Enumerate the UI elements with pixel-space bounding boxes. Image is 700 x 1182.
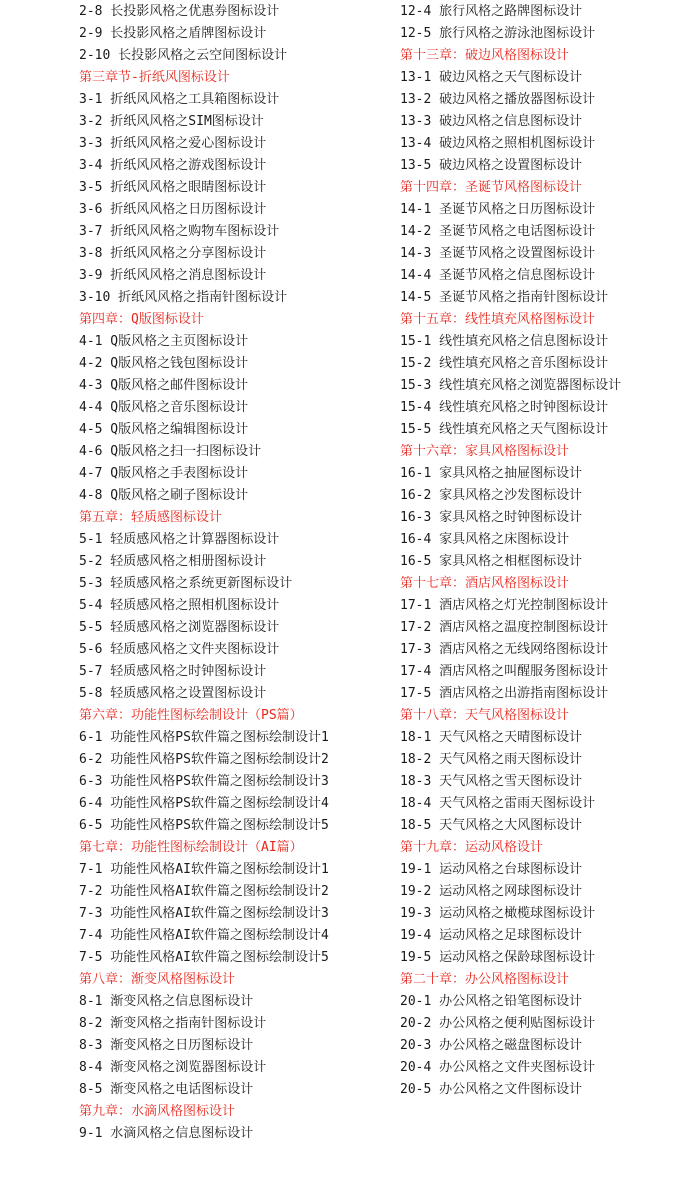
lesson-item: 3-10 折纸风风格之指南针图标设计 <box>79 290 288 305</box>
lesson-item: 18-4 天气风格之雷雨天图标设计 <box>400 796 596 811</box>
lesson-item: 13-1 破边风格之天气图标设计 <box>400 70 583 85</box>
lesson-item: 4-5 Q版风格之编辑图标设计 <box>79 422 249 437</box>
lesson-item: 7-1 功能性风格AI软件篇之图标绘制设计1 <box>79 862 329 877</box>
lesson-item: 14-4 圣诞节风格之信息图标设计 <box>400 268 596 283</box>
right-column <box>400 1 696 1101</box>
lesson-item: 7-3 功能性风格AI软件篇之图标绘制设计3 <box>79 906 329 921</box>
lesson-item: 20-1 办公风格之铅笔图标设计 <box>400 994 583 1009</box>
lesson-item: 14-5 圣诞节风格之指南针图标设计 <box>400 290 609 305</box>
lesson-item: 18-1 天气风格之天晴图标设计 <box>400 730 583 745</box>
lesson-item: 4-6 Q版风格之扫一扫图标设计 <box>79 444 262 459</box>
lesson-item: 18-3 天气风格之雪天图标设计 <box>400 774 583 789</box>
lesson-item: 12-4 旅行风格之路牌图标设计 <box>400 4 583 19</box>
lesson-item: 5-4 轻质感风格之照相机图标设计 <box>79 598 280 613</box>
lesson-item: 19-3 运动风格之橄榄球图标设计 <box>400 906 596 921</box>
lesson-item: 19-2 运动风格之网球图标设计 <box>400 884 583 899</box>
lesson-item: 5-3 轻质感风格之系统更新图标设计 <box>79 576 293 591</box>
lesson-item: 15-3 线性填充风格之浏览器图标设计 <box>400 378 622 393</box>
lesson-item: 5-6 轻质感风格之文件夹图标设计 <box>79 642 280 657</box>
chapter-heading: 第十七章：酒店风格图标设计 <box>400 576 570 591</box>
chapter-heading: 第十六章：家具风格图标设计 <box>400 444 570 459</box>
lesson-item: 14-2 圣诞节风格之电话图标设计 <box>400 224 596 239</box>
lesson-item: 2-8 长投影风格之优惠券图标设计 <box>79 4 280 19</box>
lesson-item: 17-2 酒店风格之温度控制图标设计 <box>400 620 609 635</box>
lesson-item: 14-3 圣诞节风格之设置图标设计 <box>400 246 596 261</box>
lesson-item: 16-1 家具风格之抽屉图标设计 <box>400 466 583 481</box>
lesson-item: 15-4 线性填充风格之时钟图标设计 <box>400 400 609 415</box>
lesson-item: 13-4 破边风格之照相机图标设计 <box>400 136 596 151</box>
lesson-item: 5-5 轻质感风格之浏览器图标设计 <box>79 620 280 635</box>
lesson-item: 17-4 酒店风格之叫醒服务图标设计 <box>400 664 609 679</box>
lesson-item: 15-1 线性填充风格之信息图标设计 <box>400 334 609 349</box>
lesson-item: 15-5 线性填充风格之天气图标设计 <box>400 422 609 437</box>
lesson-item: 6-3 功能性风格PS软件篇之图标绘制设计3 <box>79 774 329 789</box>
lesson-item: 2-10 长投影风格之云空间图标设计 <box>79 48 288 63</box>
chapter-heading: 第十八章：天气风格图标设计 <box>400 708 570 723</box>
chapter-heading: 第二十章：办公风格图标设计 <box>400 972 570 987</box>
lesson-item: 6-4 功能性风格PS软件篇之图标绘制设计4 <box>79 796 329 811</box>
lesson-item: 16-4 家具风格之床图标设计 <box>400 532 570 547</box>
lesson-item: 5-8 轻质感风格之设置图标设计 <box>79 686 267 701</box>
lesson-item: 3-2 折纸风风格之SIM图标设计 <box>79 114 264 129</box>
lesson-item: 13-5 破边风格之设置图标设计 <box>400 158 583 173</box>
left-column <box>79 1 379 1145</box>
lesson-item: 3-8 折纸风风格之分享图标设计 <box>79 246 267 261</box>
lesson-item: 16-2 家具风格之沙发图标设计 <box>400 488 583 503</box>
lesson-item: 8-2 渐变风格之指南针图标设计 <box>79 1016 267 1031</box>
lesson-item: 18-5 天气风格之大风图标设计 <box>400 818 583 833</box>
lesson-item: 3-9 折纸风风格之消息图标设计 <box>79 268 267 283</box>
lesson-item: 14-1 圣诞节风格之日历图标设计 <box>400 202 596 217</box>
lesson-item: 19-4 运动风格之足球图标设计 <box>400 928 583 943</box>
lesson-item: 12-5 旅行风格之游泳池图标设计 <box>400 26 596 41</box>
lesson-item: 7-2 功能性风格AI软件篇之图标绘制设计2 <box>79 884 329 899</box>
lesson-item: 3-7 折纸风风格之购物车图标设计 <box>79 224 280 239</box>
lesson-item: 8-1 渐变风格之信息图标设计 <box>79 994 254 1009</box>
lesson-item: 8-4 渐变风格之浏览器图标设计 <box>79 1060 267 1075</box>
lesson-item: 6-5 功能性风格PS软件篇之图标绘制设计5 <box>79 818 329 833</box>
lesson-item: 3-6 折纸风风格之日历图标设计 <box>79 202 267 217</box>
chapter-heading: 第六章：功能性图标绘制设计（PS篇） <box>79 708 303 723</box>
chapter-heading: 第十三章：破边风格图标设计 <box>400 48 570 63</box>
chapter-heading: 第九章：水滴风格图标设计 <box>79 1104 236 1119</box>
lesson-item: 3-4 折纸风风格之游戏图标设计 <box>79 158 267 173</box>
lesson-item: 19-5 运动风格之保龄球图标设计 <box>400 950 596 965</box>
lesson-item: 3-5 折纸风风格之眼睛图标设计 <box>79 180 267 195</box>
lesson-item: 13-2 破边风格之播放器图标设计 <box>400 92 596 107</box>
chapter-heading: 第八章：渐变风格图标设计 <box>79 972 236 987</box>
lesson-item: 4-2 Q版风格之钱包图标设计 <box>79 356 249 371</box>
lesson-item: 19-1 运动风格之台球图标设计 <box>400 862 583 877</box>
lesson-item: 4-4 Q版风格之音乐图标设计 <box>79 400 249 415</box>
chapter-heading: 第四章：Q版图标设计 <box>79 312 204 327</box>
lesson-item: 3-1 折纸风风格之工具箱图标设计 <box>79 92 280 107</box>
lesson-item: 9-1 水滴风格之信息图标设计 <box>79 1126 254 1141</box>
lesson-item: 7-4 功能性风格AI软件篇之图标绘制设计4 <box>79 928 329 943</box>
lesson-item: 4-7 Q版风格之手表图标设计 <box>79 466 249 481</box>
lesson-item: 7-5 功能性风格AI软件篇之图标绘制设计5 <box>79 950 329 965</box>
lesson-item: 20-2 办公风格之便利贴图标设计 <box>400 1016 596 1031</box>
lesson-item: 4-8 Q版风格之刷子图标设计 <box>79 488 249 503</box>
lesson-item: 16-5 家具风格之相框图标设计 <box>400 554 583 569</box>
lesson-item: 20-3 办公风格之磁盘图标设计 <box>400 1038 583 1053</box>
chapter-heading: 第十四章：圣诞节风格图标设计 <box>400 180 583 195</box>
lesson-item: 4-3 Q版风格之邮件图标设计 <box>79 378 249 393</box>
chapter-heading: 第七章：功能性图标绘制设计（AI篇） <box>79 840 303 855</box>
lesson-item: 16-3 家具风格之时钟图标设计 <box>400 510 583 525</box>
lesson-item: 20-5 办公风格之文件图标设计 <box>400 1082 583 1097</box>
lesson-item: 15-2 线性填充风格之音乐图标设计 <box>400 356 609 371</box>
lesson-item: 8-3 渐变风格之日历图标设计 <box>79 1038 254 1053</box>
lesson-item: 8-5 渐变风格之电话图标设计 <box>79 1082 254 1097</box>
lesson-item: 5-2 轻质感风格之相册图标设计 <box>79 554 267 569</box>
lesson-item: 4-1 Q版风格之主页图标设计 <box>79 334 249 349</box>
lesson-item: 17-3 酒店风格之无线网络图标设计 <box>400 642 609 657</box>
lesson-item: 6-1 功能性风格PS软件篇之图标绘制设计1 <box>79 730 329 745</box>
chapter-heading: 第三章节-折纸风图标设计 <box>79 70 230 85</box>
chapter-heading: 第十五章：线性填充风格图标设计 <box>400 312 596 327</box>
lesson-item: 2-9 长投影风格之盾牌图标设计 <box>79 26 267 41</box>
chapter-heading: 第十九章：运动风格设计 <box>400 840 544 855</box>
lesson-item: 6-2 功能性风格PS软件篇之图标绘制设计2 <box>79 752 329 767</box>
chapter-heading: 第五章：轻质感图标设计 <box>79 510 223 525</box>
lesson-item: 3-3 折纸风风格之爱心图标设计 <box>79 136 267 151</box>
lesson-item: 5-7 轻质感风格之时钟图标设计 <box>79 664 267 679</box>
lesson-item: 13-3 破边风格之信息图标设计 <box>400 114 583 129</box>
lesson-item: 17-1 酒店风格之灯光控制图标设计 <box>400 598 609 613</box>
lesson-item: 17-5 酒店风格之出游指南图标设计 <box>400 686 609 701</box>
lesson-item: 20-4 办公风格之文件夹图标设计 <box>400 1060 596 1075</box>
lesson-item: 5-1 轻质感风格之计算器图标设计 <box>79 532 280 547</box>
lesson-item: 18-2 天气风格之雨天图标设计 <box>400 752 583 767</box>
